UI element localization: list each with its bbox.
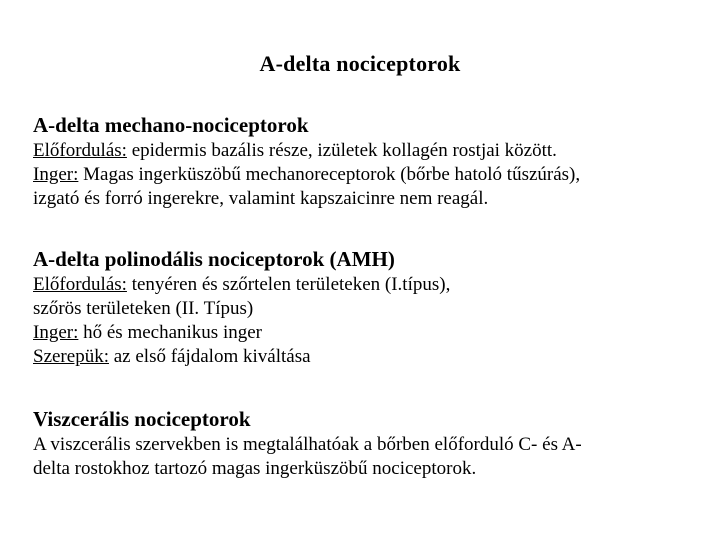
text-line [33,345,693,369]
slide-title: A-delta nociceptorok [259,51,461,76]
line-text: Magas ingerküszöbű mechanoreceptorok (bőrbe hatoló tűszúrás), [78,164,581,185]
line-text: hő és mechanikus inger [78,322,262,343]
underlined-label: Előfordulás: [33,274,127,295]
section-mechano-nociceptors [33,111,693,211]
section-heading: Viszcerális nociceptorok [33,407,251,431]
underlined-label: Szerepük: [33,346,109,367]
text-line [33,433,693,457]
section-body [33,139,693,211]
text-line [33,163,693,187]
text-line [33,297,693,321]
section-heading: A-delta polinodális nociceptorok (AMH) [33,247,395,271]
section-heading: A-delta mechano-nociceptorok [33,113,309,137]
section-polymodal-nociceptors [33,245,693,369]
section-visceral-nociceptors [33,405,693,481]
text-line [33,273,693,297]
text-line [33,139,693,163]
line-text: izgató és forró ingerekre, valamint kapszaicinre nem reagál. [33,188,489,209]
line-text: A viszcerális szervekben is megtalálhatóak a bőrben előforduló C- és A- [33,434,582,455]
underlined-label: Előfordulás: [33,140,127,161]
section-body [33,433,693,481]
line-text: delta rostokhoz tartozó magas ingerküszöbű nociceptorok. [33,458,477,479]
line-text: az első fájdalom kiváltása [108,346,311,367]
underlined-label: Inger: [33,322,79,343]
underlined-label: Inger: [33,164,79,185]
text-line [33,187,693,211]
line-text: epidermis bazális része, izületek kollagén rostjai között. [126,140,557,161]
line-text: tenyéren és szőrtelen területeken (I.típus), [126,274,451,295]
line-text: szőrös területeken (II. Típus) [33,298,254,319]
text-line [33,457,693,481]
section-body [33,273,693,369]
text-line [33,321,693,345]
